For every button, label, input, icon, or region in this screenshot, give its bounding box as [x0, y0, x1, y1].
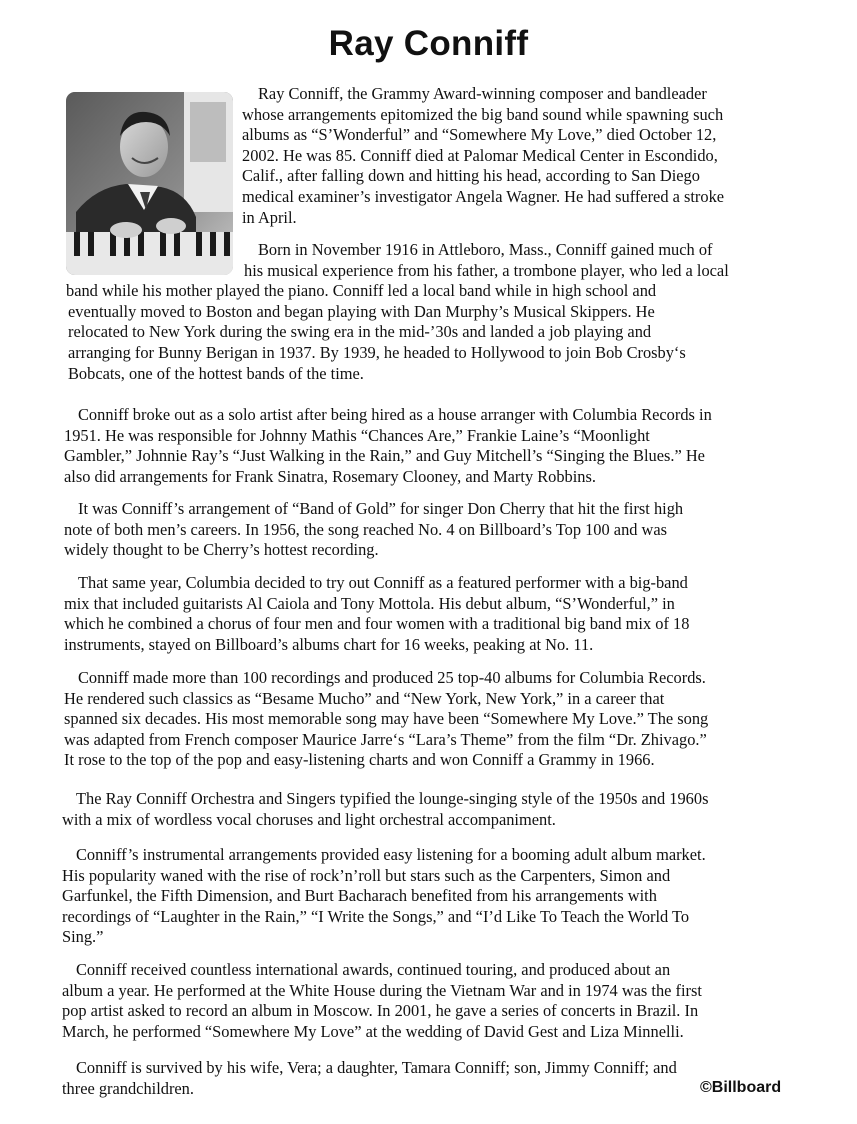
text-line: 2002. He was 85. Conniff died at Palomar Medical Center in Escondido,	[242, 145, 718, 165]
text-line: Calif., after falling down and hitting his head, according to San Diego	[242, 166, 700, 186]
text-line: pop artist asked to record an album in Moscow. In 2001, he gave a series of concerts in Brazil. In	[62, 1001, 699, 1021]
text-line: Ray Conniff, the Grammy Award-winning composer and bandleader	[258, 84, 707, 103]
text-line: It was Conniff’s arrangement of “Band of Gold” for singer Don Cherry that hit the first high	[78, 499, 684, 518]
text-line: note of both men’s careers. In 1956, the song reached No. 4 on Billboard’s Top 100 and was	[64, 519, 668, 539]
paragraph-5	[64, 573, 689, 655]
text-line: albums as “S’Wonderful” and “Somewhere My Love,” died October 12,	[242, 125, 717, 145]
text-line: Gambler,” Johnnie Ray’s “Just Walking in the Rain,” and Guy Mitchell’s “Singing the Blues.” He	[64, 446, 705, 466]
text-line: was adapted from French composer Maurice Jarre‘s “Lara’s Theme” from the film “Dr. Zhivago.”	[64, 729, 707, 749]
paragraph-1	[242, 84, 724, 228]
text-line: also did arrangements for Frank Sinatra, Rosemary Clooney, and Marty Robbins.	[64, 466, 596, 486]
text-line: Sing.”	[62, 927, 104, 947]
text-line: with a mix of wordless vocal choruses and light orchestral accompaniment.	[62, 809, 556, 829]
text-line: relocated to New York during the swing era in the mid-’30s and landed a job playing and	[68, 322, 652, 342]
text-line: his musical experience from his father, a trombone player, who led a local	[244, 260, 729, 280]
paragraph-2	[66, 240, 729, 384]
paragraph-4	[64, 499, 683, 561]
text-line: album a year. He performed at the White House during the Vietnam War and in 1974 was the first	[62, 980, 702, 1000]
text-line: mix that included guitarists Al Caiola and Tony Mottola. His debut album, “S’Wonderful,” in	[64, 593, 675, 613]
text-line: arranging for Bunny Berigan in 1937. By 1939, he headed to Hollywood to join Bob Crosby‘s	[68, 342, 686, 362]
text-line: which he combined a chorus of four men and four women with a traditional big band mix of 18	[64, 614, 690, 634]
text-line: band while his mother played the piano. Conniff led a local band while in high school and	[66, 281, 657, 301]
paragraph-7	[62, 789, 708, 830]
text-line: Conniff received countless international awards, continued touring, and produced about an	[76, 960, 671, 979]
text-line: in April.	[242, 207, 297, 227]
text-line: recordings of “Laughter in the Rain,” “I Write the Songs,” and “I’d Like To Teach the World To	[62, 906, 690, 926]
paragraph-10	[62, 1058, 677, 1099]
text-line: March, he performed “Somewhere My Love” at the wedding of David Gest and Liza Minnelli.	[62, 1021, 684, 1041]
text-line: eventually moved to Boston and began playing with Dan Murphy’s Musical Skippers. He	[68, 301, 655, 321]
article-title: Ray Conniff	[328, 24, 529, 63]
text-line: It rose to the top of the pop and easy-listening charts and won Conniff a Grammy in 1966.	[64, 750, 655, 770]
text-line: whose arrangements epitomized the big band sound while spawning such	[242, 104, 724, 124]
text-line: His popularity waned with the rise of rock’n’roll but stars such as the Carpenters, Simon and	[62, 865, 671, 885]
text-line: He rendered such classics as “Besame Mucho” and “New York, New York,” in a career that	[64, 688, 665, 708]
paragraph-9	[62, 960, 702, 1042]
paragraph-6	[64, 668, 708, 771]
paragraph-8	[62, 845, 706, 948]
text-line: Garfunkel, the Fifth Dimension, and Burt Bacharach benefited from his arrangements with	[62, 886, 657, 906]
text-line: Conniff broke out as a solo artist after being hired as a house arranger with Columbia Records in	[78, 405, 712, 424]
text-line: three grandchildren.	[62, 1078, 194, 1098]
text-line: The Ray Conniff Orchestra and Singers typified the lounge-singing style of the 1950s and 1960s	[76, 789, 709, 808]
text-line: widely thought to be Cherry’s hottest recording.	[64, 540, 379, 560]
text-line: medical examiner’s investigator Angela Wagner. He had suffered a stroke	[242, 186, 725, 206]
paragraph-3	[64, 405, 712, 487]
text-line: instruments, stayed on Billboard’s albums chart for 16 weeks, peaking at No. 11.	[64, 634, 594, 654]
text-line: 1951. He was responsible for Johnny Mathis “Chances Are,” Frankie Laine’s “Moonlight	[64, 425, 650, 445]
text-line: Born in November 1916 in Attleboro, Mass., Conniff gained much of	[258, 240, 713, 259]
source-credit: ©Billboard	[700, 1079, 782, 1096]
text-line: Conniff is survived by his wife, Vera; a daughter, Tamara Conniff; son, Jimmy Conniff; and	[76, 1058, 677, 1077]
text-line: Bobcats, one of the hottest bands of the time.	[68, 363, 364, 383]
text-line: spanned six decades. His most memorable song may have been “Somewhere My Love.” The song	[64, 709, 709, 729]
text-line: Conniff made more than 100 recordings and produced 25 top-40 albums for Columbia Records.	[78, 668, 706, 687]
text-line: Conniff’s instrumental arrangements provided easy listening for a booming adult album market.	[76, 845, 706, 864]
text-line: That same year, Columbia decided to try out Conniff as a featured performer with a big-band	[78, 573, 688, 592]
